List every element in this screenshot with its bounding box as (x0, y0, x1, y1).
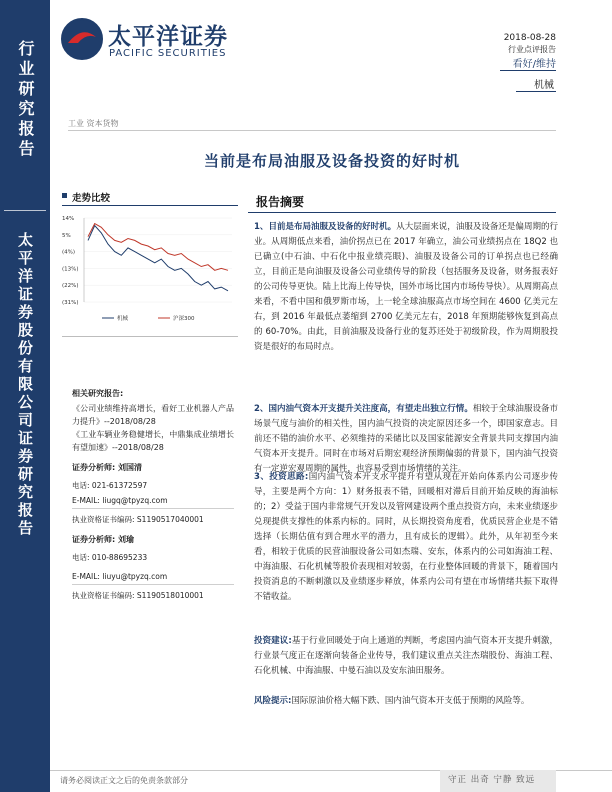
chart-divider (62, 336, 238, 337)
paragraph-body: 相较于全球油服设备市场景气度与油价的相关性，国内油气投资的决定原因还多一个，即国家意志。目前还不错的油价水平、必须维持的采储比以及国家能源安全背景共同支撑国内油气资本开支提升。同时在市场对后期宏观经济预期偏弱的背景下，国内油气投资有一定逆宏观周期的属性，也容易受到市场情绪的关注。 (254, 404, 558, 474)
paragraph-body: 基于行业回暖处于向上通道的判断，考虑国内油气资本开支提升刺激，行业景气度正在逐渐向装备企业传导，我们建议重点关注杰瑞股份、海油工程、石化机械、中海油服、中曼石油以及安东油田服务。 (254, 636, 558, 676)
trend-heading: 走势比较 (72, 193, 111, 204)
breadcrumb: 工业 资本货物 (68, 119, 119, 128)
paragraph-lead: 2、国内油气资本开支提升关注度高，有望走出独立行情。 (254, 404, 473, 414)
analyst-phone: 电话: 010-88695233 (72, 553, 148, 562)
summary-paragraph-2 (254, 402, 558, 477)
related-report-item[interactable]: 《公司业绩维持高增长，看好工业机器人产品力提升》--2018/08/28 (72, 404, 234, 426)
summary-divider (248, 212, 556, 213)
sidebar-divider (4, 210, 46, 211)
summary-paragraph-4 (254, 634, 558, 679)
y-tick-label: (13%) (62, 266, 79, 273)
legend-label: 机械 (117, 316, 129, 322)
footer-disclaimer: 请务必阅读正文之后的免责条款部分 (60, 776, 188, 785)
analyst-license: 执业资格证书编码: S1190517040001 (72, 515, 204, 524)
summary-heading: 报告摘要 (256, 195, 305, 209)
breadcrumb-divider (68, 130, 556, 131)
analyst-name: 证券分析师: 刘国清 (72, 463, 142, 472)
related-report-item[interactable]: 《工业车辆业务稳健增长，中鼎集成业绩增长有望加速》--2018/08/28 (72, 430, 234, 452)
summary-paragraph-3 (254, 470, 558, 605)
logo-company-name: 太平洋证券 (108, 24, 228, 50)
trend-divider (62, 205, 238, 206)
y-tick-label: 14% (62, 216, 75, 222)
series-line-2 (88, 224, 228, 271)
analyst-divider (72, 584, 234, 585)
summary-paragraph-1 (254, 220, 558, 355)
y-tick-label: (31%) (62, 300, 79, 306)
trend-bullet-icon (62, 193, 67, 198)
logo-company-name-en: PACIFIC SECURITIES (109, 48, 227, 59)
paragraph-lead: 投资建议: (254, 636, 292, 646)
paragraph-body: 国际原油价格大幅下跌、国内油气资本开支低于预期的风险等。 (291, 696, 530, 706)
analyst-email[interactable]: E-MAIL: liugq@tpyzq.com (72, 496, 168, 505)
trend-chart (62, 210, 238, 330)
sidebar (0, 0, 50, 792)
analyst-email[interactable]: E-MAIL: liuyu@tpyzq.com (72, 572, 168, 581)
analyst-name: 证券分析师: 刘瑜 (72, 535, 134, 544)
paragraph-lead: 3、投资思路: (254, 472, 309, 482)
rating-label: 看好/维持 (512, 59, 556, 70)
analyst-license: 执业资格证书编码: S1190518010001 (72, 591, 204, 600)
pacific-logo-icon (60, 17, 104, 61)
related-heading: 相关研究报告: (72, 389, 124, 398)
page-title: 当前是布局油服及设备投资的好时机 (203, 152, 460, 170)
paragraph-body: 国内油气资本开支水平提升有望从现在开始向体系内公司逐步传导，主要是两个方向：1）财务报表不错，回暖相对滞后目前开始反映的海油标的；2）受益于国内非常规气开发以及管网建设两个重点投资方向，未来业绩逐步兑现提供支撑性的体系内标的。同时，从长期投资角度看，优质民营企业是不错选择（长期估值有到合理水平的潜力，且有成长的逻辑）。此外，从年初至今来看，相较于优质的民营油服设备公司如杰瑞、安东，体系内的公司如海油工程、中海油服、石化机械等股价表现相对较弱，在行业整体回暖的背景下，随着国内投资消息的不断刺激以及业绩逐步释放，体系内公司有望在市场情绪共振下取得不错收益。 (254, 472, 558, 602)
sidebar-report-category: 行业研究报告 (16, 40, 35, 160)
report-date: 2018-08-28 (503, 33, 556, 43)
legend-label: 沪深300 (173, 316, 195, 322)
y-tick-label: 5% (62, 232, 71, 239)
report-type: 行业点评报告 (508, 45, 556, 54)
sidebar-company-label: 太平洋证券股份有限公司证券研究报告 (16, 232, 34, 538)
paragraph-lead: 1、目前是布局油服及设备的好时机。 (254, 222, 397, 232)
paragraph-lead: 风险提示: (254, 696, 292, 706)
summary-paragraph-5 (254, 694, 558, 709)
sector-label: 机械 (534, 80, 554, 91)
footer-slogan: 守正 出奇 宁静 致远 (440, 770, 556, 792)
sector-underline (516, 91, 556, 92)
y-tick-label: (22%) (62, 283, 79, 290)
y-tick-label: (4%) (62, 249, 76, 256)
rating-underline (500, 70, 556, 71)
paragraph-body: 从大层面来说，油服及设备还是偏周期的行业。从周期低点来看，油价拐点已在 2017 年确立，油公司业绩拐点在 18Q2 也已确立(中石油、中石化中报业绩亮眼)、油服及设备公司的订单拐点也已经确立，目前正是向油服及设备公司业绩传导的阶段（包括服务及设备，财务报表好的公司传导更快。陆上比海上传导快，国外市场比国内市场传导快）。从周期高点来看，不看中国和俄罗斯市场，上一轮全球油服高点市场空间在 4600 亿美元左右，到 2016 年最低点萎缩到 2700 亿美元左右，2018 年预期能够恢复到高点的 60-70%。由此，目前油服及设备行业的复苏还处于初级阶段，作为周期股投资是很好的布局时点。 (254, 222, 558, 352)
analyst-divider (72, 508, 234, 509)
analyst-phone: 电话: 021-61372597 (72, 481, 148, 490)
